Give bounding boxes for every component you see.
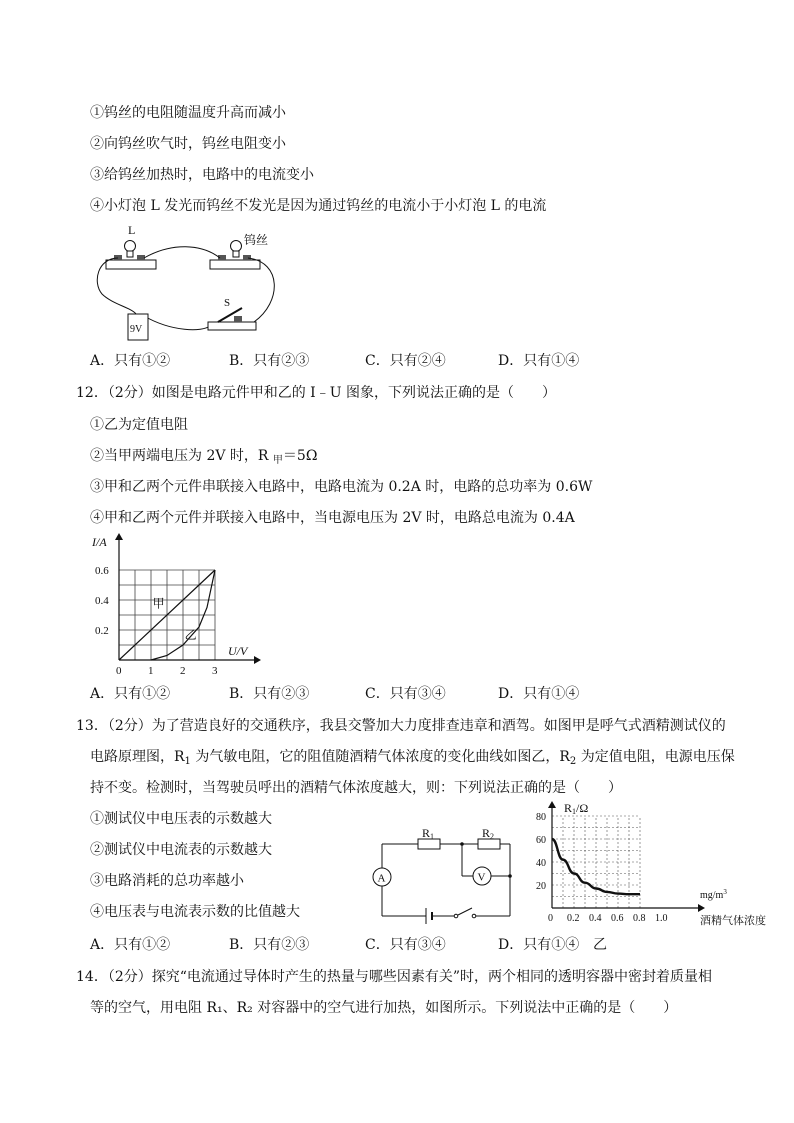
- x-tick-label: 0: [116, 665, 122, 677]
- q11-option-c[interactable]: C．只有②④: [365, 353, 446, 369]
- q12-statement-2: ②当甲两端电压为 2V 时，R $_甲$＝5Ω: [90, 448, 318, 466]
- x-axis-arrow: [698, 904, 705, 912]
- subscript: 甲: [272, 455, 283, 466]
- y-tick-label: 40: [536, 858, 546, 869]
- switch-blade: [458, 908, 472, 915]
- x-tick-label: 0.6: [611, 913, 624, 924]
- q12-option-c[interactable]: C．只有③④: [365, 686, 446, 702]
- switch-base: [208, 322, 256, 330]
- r2-label: R2: [482, 826, 495, 841]
- q13-option-a[interactable]: A．只有①②: [90, 937, 171, 953]
- x-tick-label: 0.8: [633, 913, 646, 924]
- y-tick-label: 80: [536, 812, 546, 823]
- subscript: 2: [569, 756, 577, 767]
- q11-statement-4: ④小灯泡 L 发光而钨丝不发光是因为通过钨丝的电流小于小灯泡 L 的电流: [90, 198, 547, 214]
- q12-option-d[interactable]: D．只有①④: [498, 686, 580, 702]
- y-axis-arrow: [115, 533, 123, 540]
- q12-option-a[interactable]: A．只有①②: [90, 686, 171, 702]
- ammeter-label: A: [377, 872, 386, 885]
- q12-stem: 12．（2分）如图是电路元件甲和乙的 I﹣U 图象，下列说法正确的是（ ）: [76, 385, 556, 401]
- q13-option-b[interactable]: B．只有②③: [229, 937, 310, 953]
- tungsten-bulb-icon: [231, 241, 242, 252]
- q13-stem-line-3: 持不变。检测时，当驾驶员呼出的酒精气体浓度越大，则：下列说法正确的是（ ）: [90, 780, 622, 796]
- y-tick-label: 0.2: [95, 625, 109, 637]
- q13-circuit-figure: [370, 824, 520, 924]
- q12-statement-4: ④甲和乙两个元件并联接入电路中，当电源电压为 2V 时，电路总电流为 0.4A: [90, 510, 575, 526]
- x-tick-label: 0.2: [567, 913, 580, 924]
- q11-circuit-figure: [92, 222, 292, 352]
- voltmeter-label: V: [477, 871, 486, 884]
- lamp-bulb-icon: [125, 241, 136, 252]
- y-axis-arrow: [548, 801, 556, 808]
- tungsten-base: [210, 260, 260, 269]
- q14-stem-line-1: 14．（2分）探究“电流通过导体时产生的热量与哪些因素有关”时，两个相同的透明容器中密封着质量相: [76, 969, 713, 985]
- y-tick-label: 0.4: [95, 595, 109, 607]
- q14-stem-line-2: 等的空气，用电阻 R₁、R₂ 对容器中的空气进行加热，如图所示。下列说法中正确的是（ ）: [90, 1000, 678, 1016]
- x-tick-label: 3: [212, 665, 218, 677]
- q12-option-b[interactable]: B．只有②③: [229, 686, 310, 702]
- q11-statement-2: ②向钨丝吹气时，钨丝电阻变小: [90, 136, 286, 152]
- tungsten-label: 钨丝: [244, 233, 269, 247]
- q13-statement-2: ②测试仪中电流表的示数越大: [90, 842, 272, 858]
- q13-stem-line-1: 13．（2分）为了营造良好的交通秩序，我县交警加大力度排查违章和酒驾。如图甲是呼气式酒精测试仪的: [76, 718, 726, 734]
- q13-statement-3: ③电路消耗的总功率越小: [90, 873, 244, 889]
- lamp-base: [106, 260, 156, 269]
- q11-statement-3: ③给钨丝加热时，电路中的电流变小: [90, 167, 314, 183]
- y-tick-label: 0.6: [95, 565, 109, 577]
- battery-label: 9V: [130, 324, 143, 335]
- q11-option-d[interactable]: D．只有①④: [498, 353, 580, 369]
- q12-statement-3: ③甲和乙两个元件串联接入电路中，电路电流为 0.2A 时，电路的总功率为 0.6W: [90, 479, 593, 495]
- series-jia-label: 甲: [152, 596, 165, 611]
- q13-figure-b-caption: 乙: [593, 937, 607, 953]
- y-tick-label: 20: [536, 881, 546, 892]
- switch-label: S: [224, 297, 231, 309]
- x-tick-label: 2: [180, 665, 186, 677]
- y-tick-label: 60: [536, 835, 546, 846]
- x-tick-label: 1.0: [655, 913, 668, 924]
- x-axis-arrow: [254, 656, 261, 664]
- x-tick-label: 0.4: [589, 913, 602, 924]
- q11-option-b[interactable]: B．只有②③: [229, 353, 310, 369]
- q13-r1-chart: [530, 800, 784, 930]
- q12-iu-chart: [86, 530, 266, 680]
- x-axis-title: 酒精气体浓度: [700, 915, 766, 927]
- q13-stem-line-2: 电路原理图，$R_1$ 为气敏电阻，它的阻值随酒精气体浓度的变化曲线如图乙，$R_2$ 为定值电阻，电源电压保: [90, 749, 735, 767]
- q12-statement-1: ①乙为定值电阻: [90, 417, 188, 433]
- x-tick-label: 1: [148, 665, 154, 677]
- q13-statement-4: ④电压表与电流表示数的比值越大: [90, 904, 300, 920]
- x-axis-label: U/V: [228, 644, 248, 658]
- lamp-label: L: [128, 223, 136, 237]
- r1-label: R1: [422, 826, 435, 841]
- x-axis-unit-label: $mg/m^3$: [700, 888, 727, 901]
- r2-resistor: [478, 839, 500, 849]
- series-yi-label: 乙: [184, 628, 197, 642]
- q11-option-a[interactable]: A．只有①②: [90, 353, 171, 369]
- q11-statement-1: ①钨丝的电阻随温度升高而减小: [90, 105, 286, 121]
- y-axis-label: I/A: [92, 535, 107, 549]
- y-axis-label: R1/Ω: [564, 801, 589, 816]
- q13-statement-1: ①测试仪中电压表的示数越大: [90, 811, 272, 827]
- subscript: 1: [184, 756, 191, 767]
- origin-label: 0: [548, 913, 553, 924]
- q13-option-d[interactable]: D．只有①④: [498, 937, 580, 953]
- r1-resistor: [418, 839, 440, 849]
- q13-option-c[interactable]: C．只有③④: [365, 937, 446, 953]
